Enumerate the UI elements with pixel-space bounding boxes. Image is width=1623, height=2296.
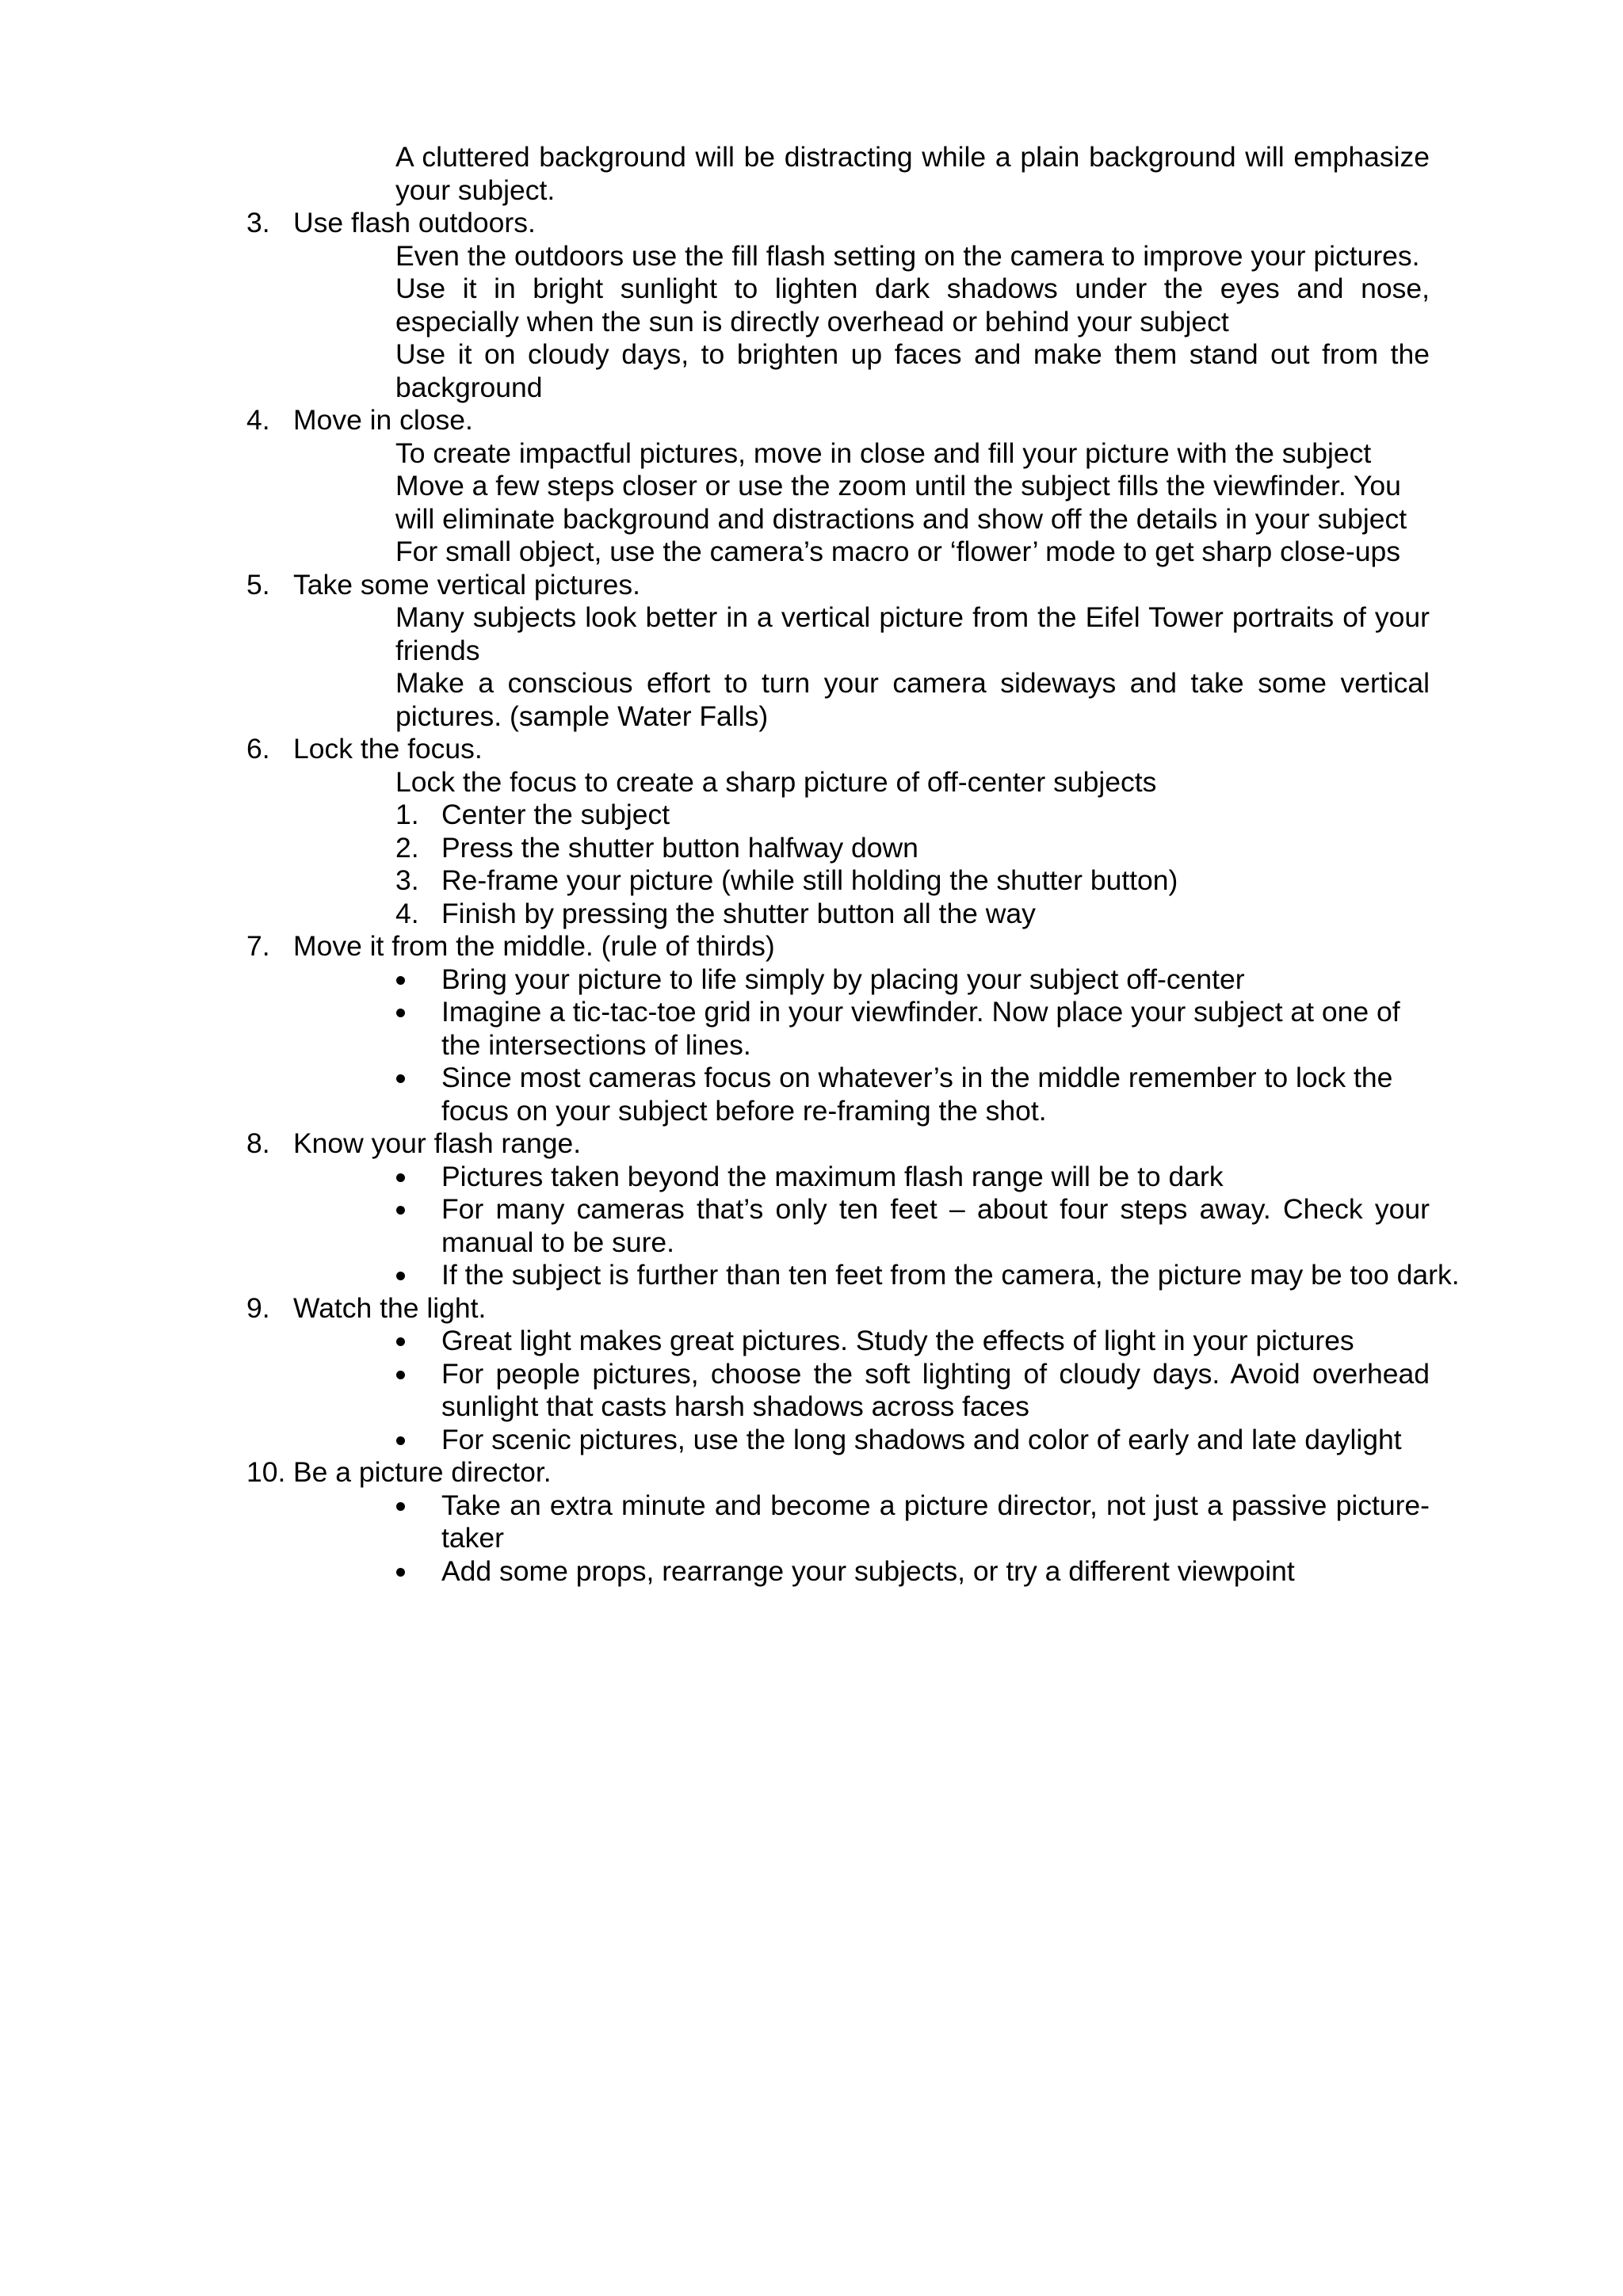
section-title: Move it from the middle. (rule of thirds) bbox=[293, 930, 775, 962]
section-heading-7 bbox=[0, 930, 1623, 963]
section-title: Watch the light. bbox=[293, 1291, 487, 1324]
list-item bbox=[0, 898, 1430, 931]
section-heading-8 bbox=[0, 1127, 1623, 1161]
intro-paragraph: A cluttered background will be distracting while a plain background will emphasize your subject. bbox=[395, 141, 1430, 206]
section-number: 7. bbox=[246, 930, 270, 962]
list-item bbox=[0, 832, 1430, 865]
list-item bbox=[0, 963, 1430, 997]
bullet-text: Pictures taken beyond the maximum flash range will be to dark bbox=[441, 1160, 1224, 1192]
section-paragraph: Use it on cloudy days, to brighten up faces and make them stand out from the background bbox=[395, 338, 1430, 403]
step-text: Center the subject bbox=[441, 799, 670, 830]
section-paragraph: Many subjects look better in a vertical picture from the Eifel Tower portraits of your friends bbox=[395, 601, 1430, 666]
bullet-icon bbox=[396, 1272, 405, 1280]
step-text: Press the shutter button halfway down bbox=[441, 831, 918, 864]
section-paragraph: Move a few steps closer or use the zoom until the subject fills the viewfinder. You will eliminate background and distractions and show off the details in your subject bbox=[395, 470, 1407, 535]
bullet-icon bbox=[396, 1502, 405, 1511]
bullet-text: Add some props, rearrange your subjects, or try a different viewpoint bbox=[441, 1554, 1295, 1587]
section-heading-4 bbox=[0, 404, 1623, 437]
section-number: 9. bbox=[246, 1291, 270, 1324]
section-heading-6 bbox=[0, 733, 1623, 766]
section-paragraph: Lock the focus to create a sharp picture of off-center subjects bbox=[395, 765, 1157, 798]
bullet-icon bbox=[396, 1371, 405, 1379]
bullet-text: Great light makes great pictures. Study the effects of light in your pictures bbox=[441, 1325, 1354, 1356]
section-number: 3. bbox=[246, 207, 270, 238]
bullet-text: Bring your picture to life simply by placing your subject off-center bbox=[441, 963, 1245, 995]
list-item bbox=[0, 799, 1430, 832]
section-paragraph: Make a conscious effort to turn your camera sideways and take some vertical pictures. (sample Water Falls) bbox=[395, 667, 1430, 732]
bullet-icon bbox=[396, 1337, 405, 1346]
list-item bbox=[0, 1259, 1472, 1292]
section-title: Be a picture director. bbox=[293, 1456, 552, 1488]
section-number: 6. bbox=[246, 733, 270, 765]
section-title: Lock the focus. bbox=[293, 733, 483, 765]
section-number: 10. bbox=[246, 1456, 286, 1488]
document-body bbox=[0, 141, 1623, 1588]
step-text: Finish by pressing the shutter button all the way bbox=[441, 897, 1036, 929]
section-paragraph: Use it in bright sunlight to lighten dark shadows under the eyes and nose, especially when the sun is directly overhead or behind your subject bbox=[395, 273, 1430, 338]
bullet-text: For people pictures, choose the soft lighting of cloudy days. Avoid overhead sunlight that casts harsh shadows across faces bbox=[441, 1357, 1430, 1422]
section-number: 5. bbox=[246, 568, 270, 601]
bullet-text: Take an extra minute and become a picture director, not just a passive picture-taker bbox=[441, 1489, 1430, 1554]
bullet-text: If the subject is further than ten feet from the camera, the picture may be too dark. bbox=[441, 1259, 1460, 1291]
section-title: Know your flash range. bbox=[293, 1127, 582, 1159]
section-paragraph: Even the outdoors use the fill flash setting on the camera to improve your pictures. bbox=[395, 239, 1420, 272]
section-paragraph: To create impactful pictures, move in close and fill your picture with the subject bbox=[395, 437, 1372, 469]
list-item bbox=[0, 1325, 1430, 1358]
list-item bbox=[0, 1193, 1430, 1259]
list-item bbox=[0, 1424, 1430, 1457]
section-number: 4. bbox=[246, 404, 270, 436]
bullet-icon bbox=[396, 1173, 405, 1182]
bullet-icon bbox=[396, 1009, 405, 1017]
list-item bbox=[0, 996, 1404, 1062]
section-heading-10 bbox=[0, 1456, 1623, 1489]
bullet-text: Imagine a tic-tac-toe grid in your viewfinder. Now place your subject at one of the intersections of lines. bbox=[441, 996, 1400, 1061]
step-text: Re-frame your picture (while still holding the shutter button) bbox=[441, 864, 1178, 896]
section-title: Move in close. bbox=[293, 404, 473, 436]
bullet-icon bbox=[396, 976, 405, 985]
list-item bbox=[0, 1358, 1430, 1424]
bullet-text: Since most cameras focus on whatever’s in the middle remember to lock the focus on your subject before re-framing the shot. bbox=[441, 1062, 1393, 1127]
bullet-icon bbox=[396, 1206, 405, 1215]
bullet-text: For scenic pictures, use the long shadows and color of early and late daylight bbox=[441, 1423, 1402, 1455]
bullet-icon bbox=[396, 1568, 405, 1577]
step-number: 4. bbox=[395, 897, 419, 929]
section-title: Take some vertical pictures. bbox=[293, 568, 640, 601]
section-heading-9 bbox=[0, 1292, 1623, 1325]
bullet-icon bbox=[396, 1074, 405, 1083]
step-number: 2. bbox=[395, 831, 419, 864]
bullet-text: For many cameras that’s only ten feet – about four steps away. Check your manual to be sure. bbox=[441, 1193, 1430, 1258]
step-number: 3. bbox=[395, 864, 419, 896]
list-item bbox=[0, 864, 1430, 898]
section-number: 8. bbox=[246, 1127, 270, 1159]
list-item bbox=[0, 1489, 1430, 1555]
section-paragraph: For small object, use the camera’s macro or ‘flower’ mode to get sharp close-ups bbox=[395, 536, 1401, 567]
list-item bbox=[0, 1062, 1396, 1127]
list-item bbox=[0, 1161, 1430, 1194]
section-heading-5 bbox=[0, 569, 1623, 602]
section-title: Use flash outdoors. bbox=[293, 207, 536, 238]
bullet-icon bbox=[396, 1436, 405, 1445]
list-item bbox=[0, 1555, 1430, 1589]
section-heading-3 bbox=[0, 207, 1623, 240]
step-number: 1. bbox=[395, 799, 419, 830]
